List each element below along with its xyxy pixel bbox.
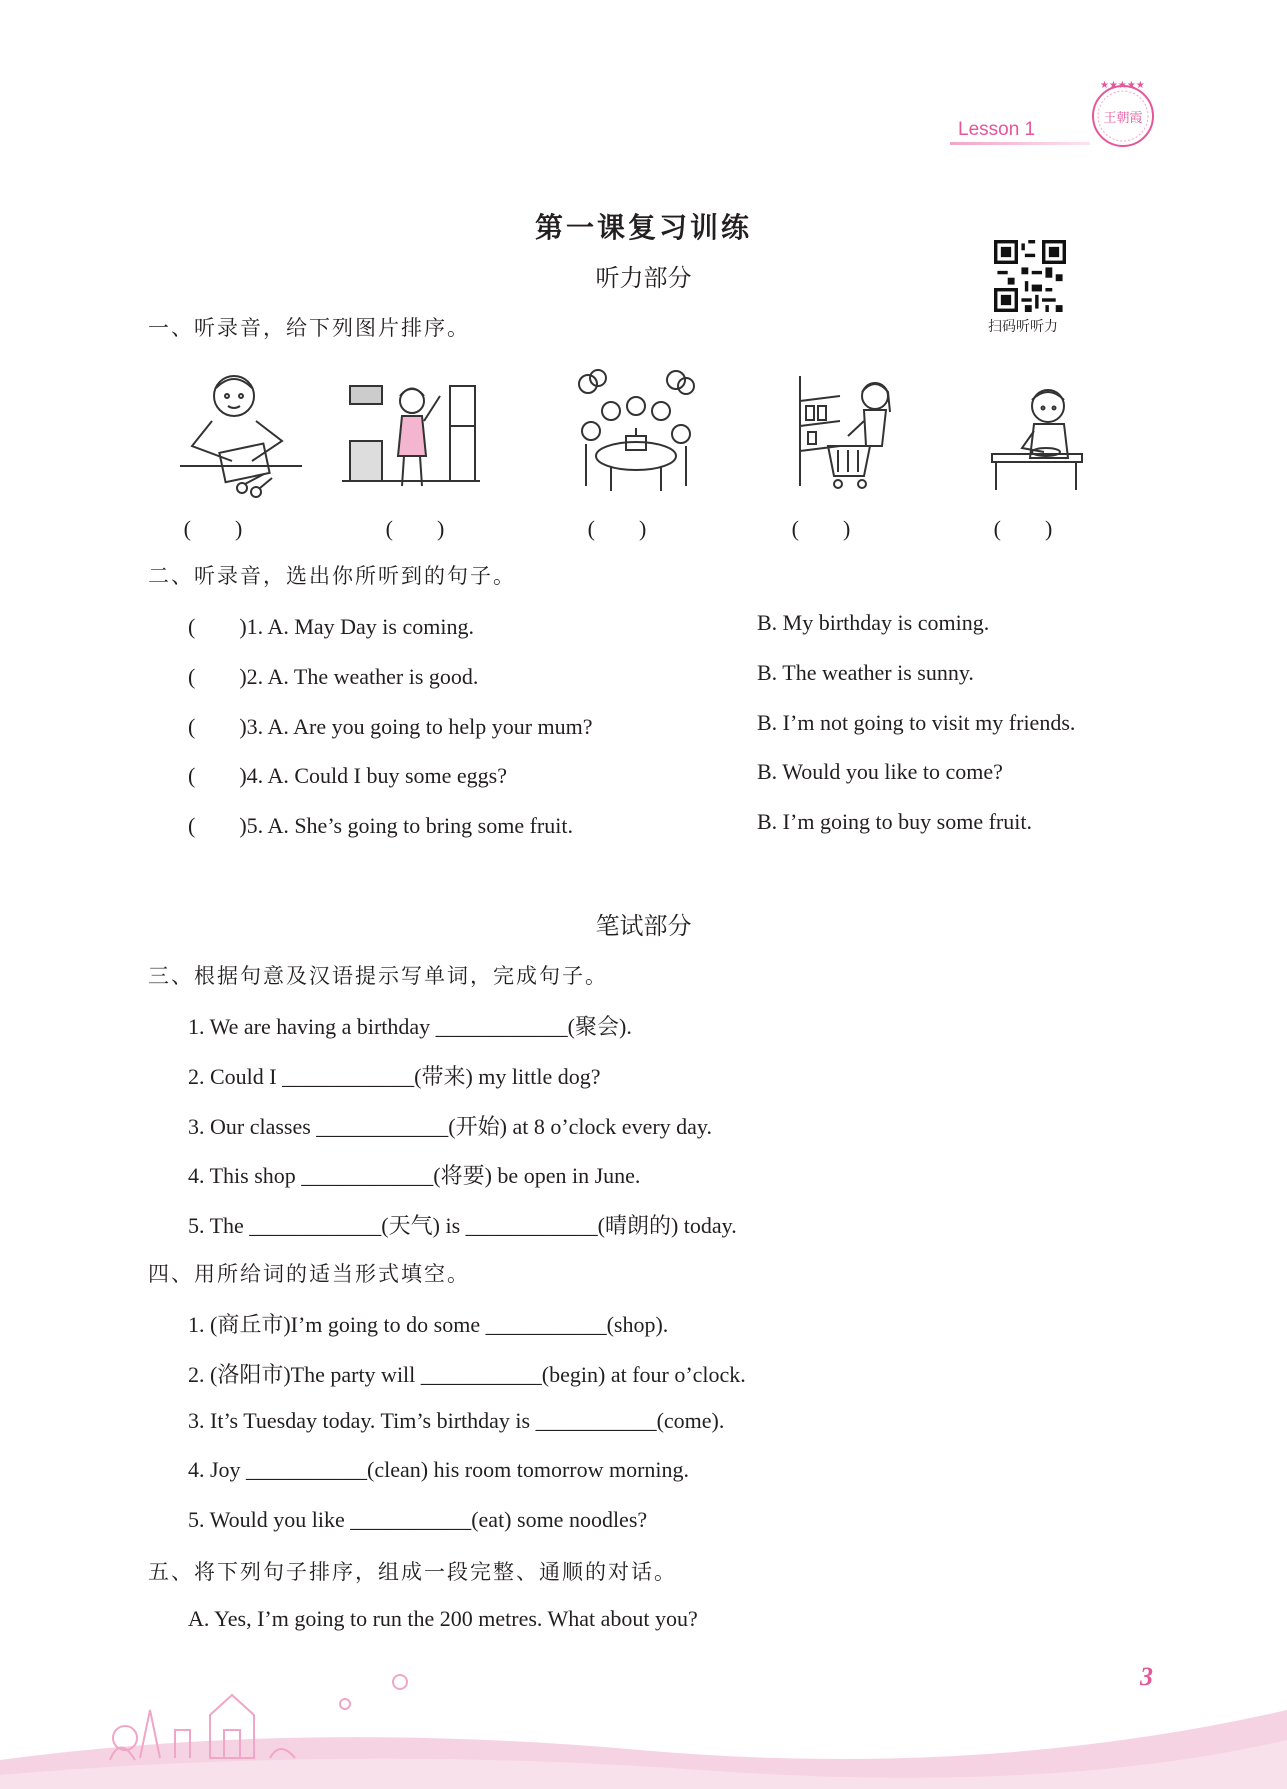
qr-label: 扫码听听力	[988, 319, 1058, 335]
listening-heading: 听力部分	[595, 264, 692, 292]
part4-heading: 四、用所给词的适当形式填空。	[148, 1262, 470, 1286]
part2-heading: 二、听录音，选出你所听到的句子。	[148, 564, 516, 588]
question-4-1: 1. (商丘市)I’m going to do some ___________(shop).	[188, 1312, 669, 1337]
question-2-2-a: ( )2. A. The weather is good.	[188, 664, 479, 689]
qr-code-icon[interactable]	[994, 240, 1066, 312]
part3-heading: 三、根据句意及汉语提示写单词，完成句子。	[148, 964, 608, 988]
girl-in-kitchen-icon	[340, 366, 480, 504]
page-number: 3	[1140, 1662, 1153, 1691]
written-heading: 笔试部分	[595, 912, 692, 940]
part1-heading: 一、听录音，给下列图片排序。	[148, 316, 470, 340]
boy-eating-icon	[986, 366, 1126, 504]
question-3-5: 5. The ____________(天气) is ____________(晴朗的) today.	[188, 1213, 737, 1238]
boy-cutting-paper-icon	[172, 366, 312, 504]
svg-text:★★★★★: ★★★★★	[1100, 80, 1145, 91]
question-2-5-b: B. I’m going to buy some fruit.	[757, 809, 1032, 834]
birthday-party-icon	[566, 366, 706, 504]
question-2-1-a: ( )1. A. May Day is coming.	[188, 614, 474, 639]
header-divider	[950, 142, 1090, 145]
question-3-4: 4. This shop ____________(将要) be open in June.	[188, 1163, 641, 1188]
answer-blank-4[interactable]: ( )	[791, 516, 851, 541]
question-3-2: 2. Could I ____________(带来) my little dog?	[188, 1064, 601, 1089]
answer-blank-3[interactable]: ( )	[587, 516, 647, 541]
question-2-2-b: B. The weather is sunny.	[757, 660, 974, 685]
question-5-a: A. Yes, I’m going to run the 200 metres. What about you?	[188, 1606, 698, 1631]
page-title: 第一课复习训练	[534, 211, 752, 244]
question-2-3-b: B. I’m not going to visit my friends.	[757, 710, 1076, 735]
question-2-3-a: ( )3. A. Are you going to help your mum?	[188, 714, 593, 739]
question-3-3: 3. Our classes ____________(开始) at 8 o’clock every day.	[188, 1114, 712, 1139]
woman-shopping-icon	[790, 366, 930, 504]
answer-blank-2[interactable]: ( )	[385, 516, 445, 541]
answer-blank-5[interactable]: ( )	[993, 516, 1053, 541]
part5-heading: 五、将下列句子排序，组成一段完整、通顺的对话。	[148, 1560, 677, 1584]
question-4-3: 3. It’s Tuesday today. Tim’s birthday is ___________(come).	[188, 1408, 725, 1433]
question-2-4-a: ( )4. A. Could I buy some eggs?	[188, 763, 507, 788]
logo-seal-icon	[1086, 76, 1160, 150]
question-2-4-b: B. Would you like to come?	[757, 759, 1003, 784]
lesson-label: Lesson 1	[958, 119, 1036, 140]
question-2-5-a: ( )5. A. She’s going to bring some fruit.	[188, 813, 573, 838]
footer-castle-decoration-icon	[0, 1640, 1287, 1789]
logo-text: 王朝霞	[1103, 111, 1143, 126]
question-4-4: 4. Joy ___________(clean) his room tomorrow morning.	[188, 1457, 690, 1482]
question-4-2: 2. (洛阳市)The party will ___________(begin) at four o’clock.	[188, 1362, 746, 1387]
question-2-1-b: B. My birthday is coming.	[757, 610, 990, 635]
question-4-5: 5. Would you like ___________(eat) some noodles?	[188, 1507, 648, 1532]
question-3-1: 1. We are having a birthday ____________(聚会).	[188, 1014, 632, 1039]
answer-blank-1[interactable]: ( )	[183, 516, 243, 541]
